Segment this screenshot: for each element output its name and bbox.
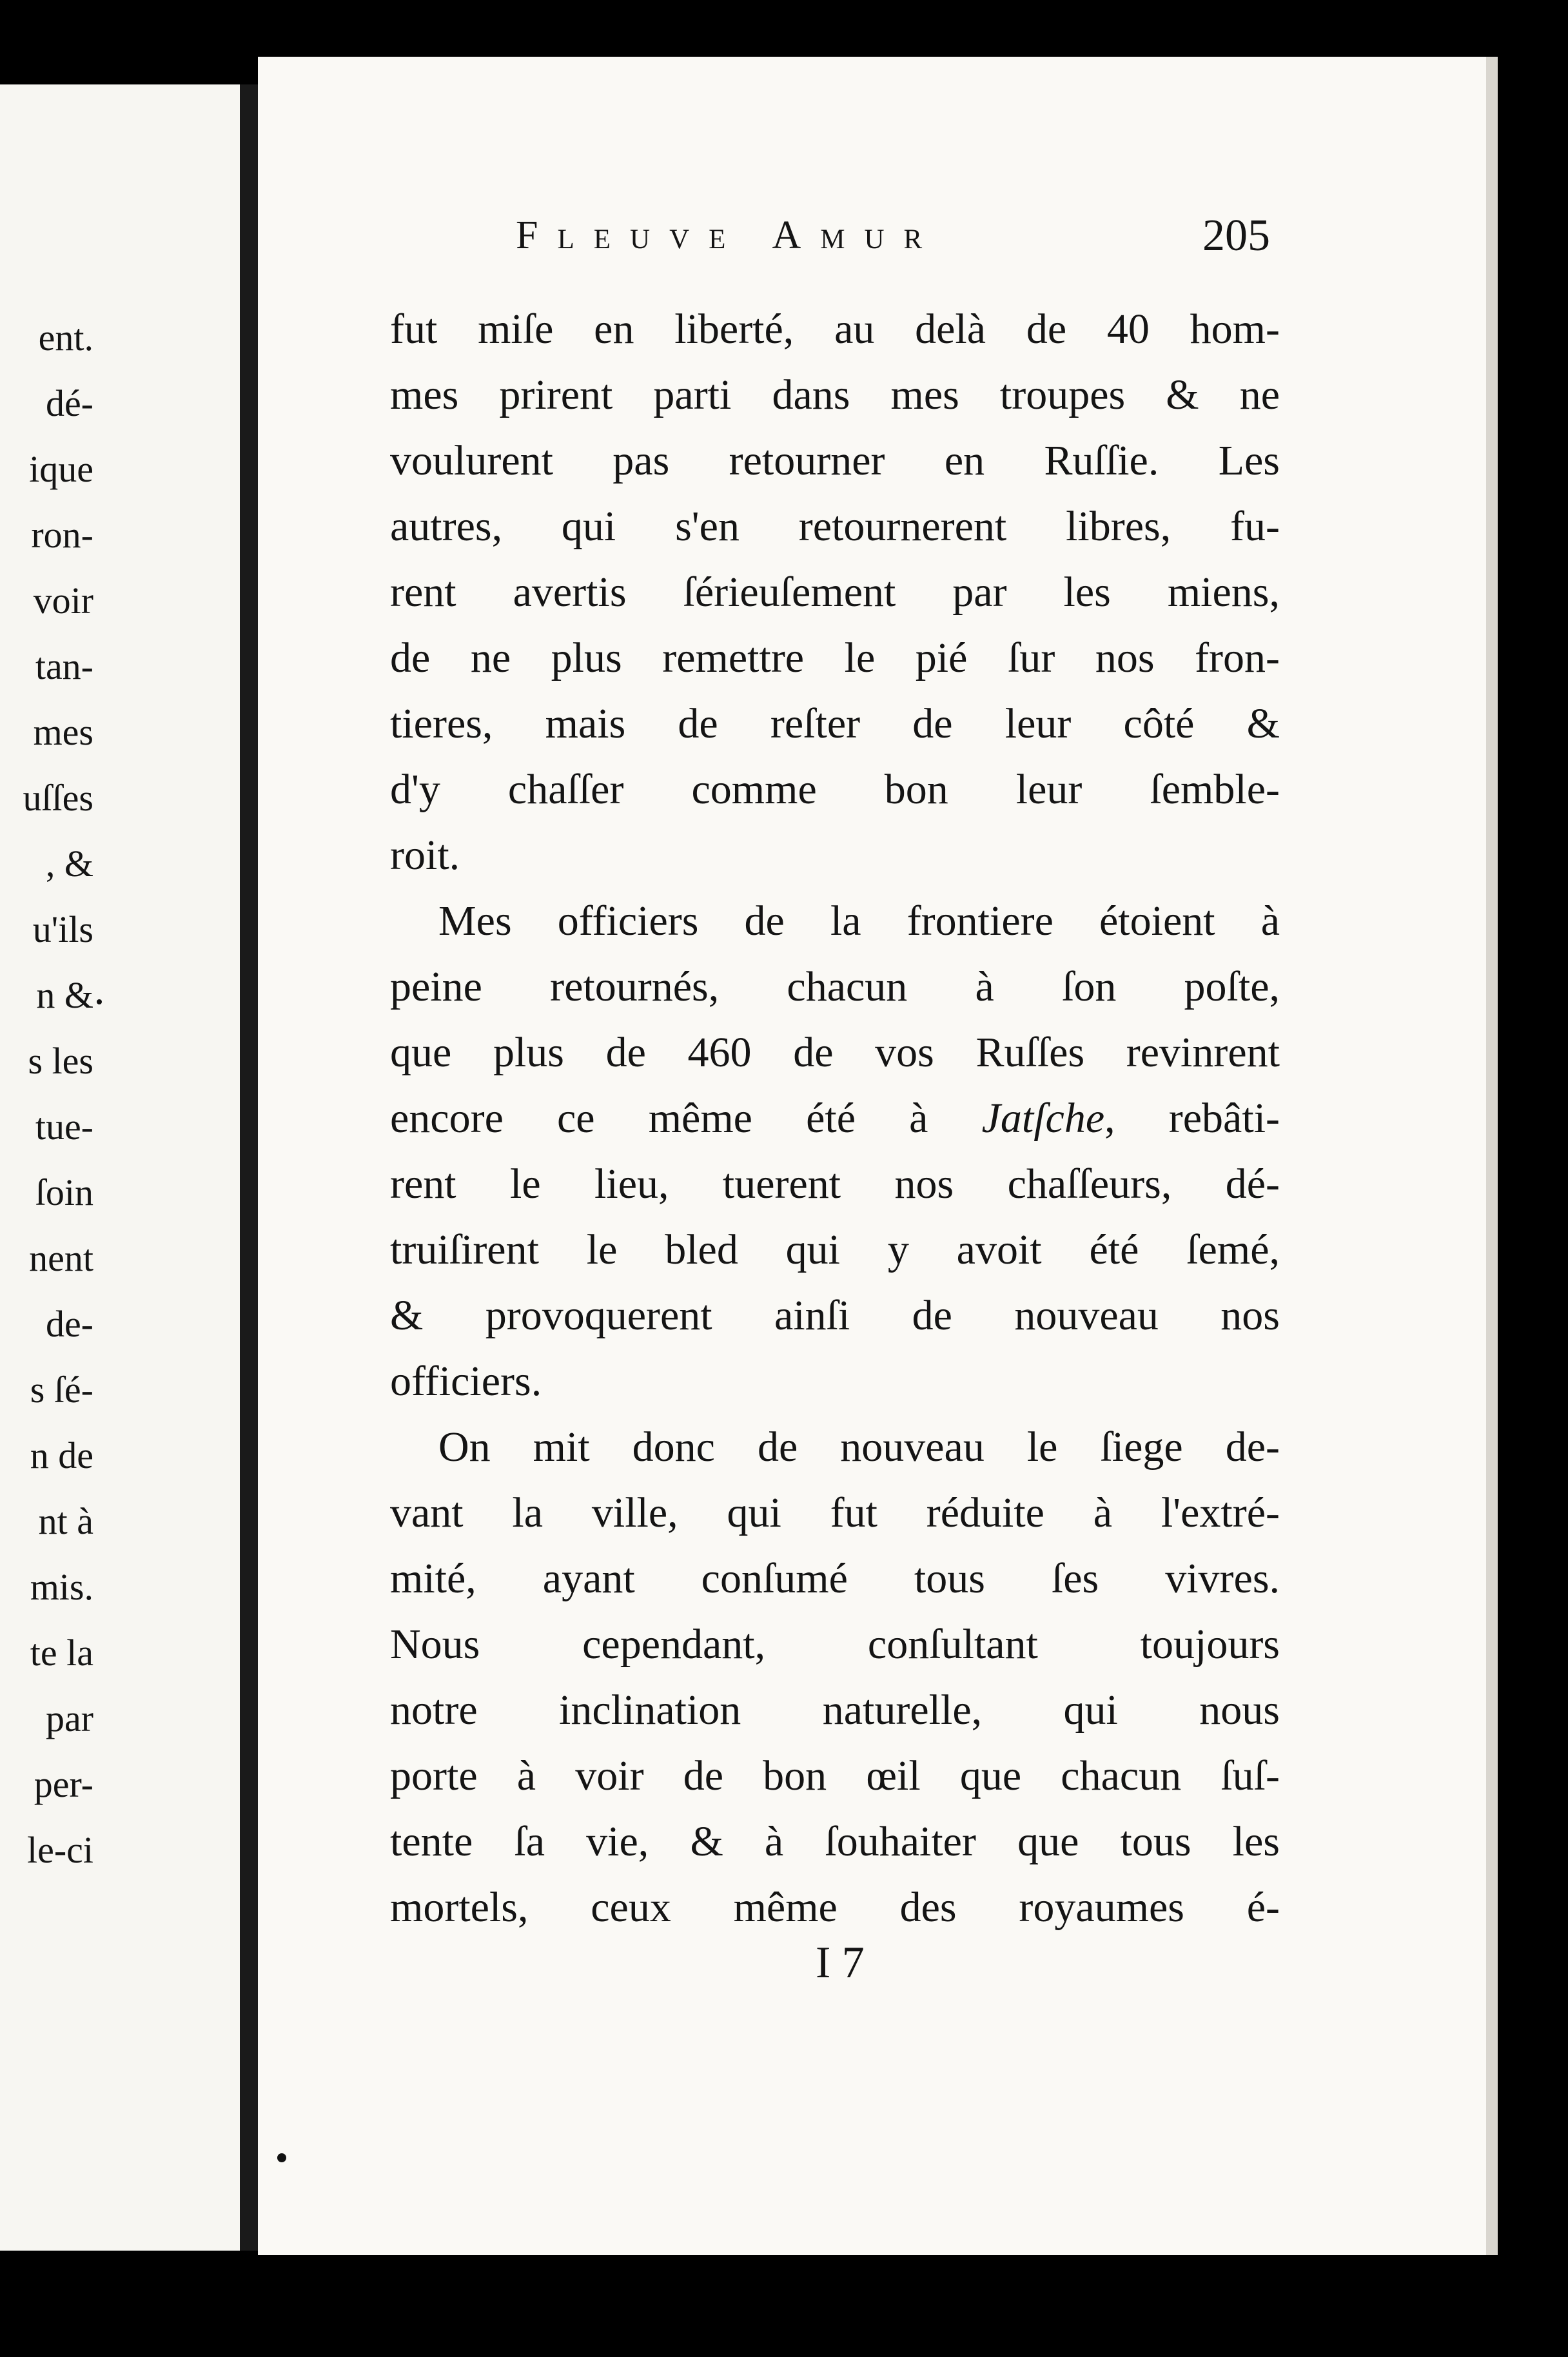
text-line: truiſirent le bled qui y avoit été ſemé, [390, 1226, 1280, 1273]
text-line: d'y chaſſer comme bon leur ſemble- [390, 766, 1280, 813]
ink-speck [97, 999, 102, 1004]
left-page-fragment: u'ils [32, 908, 93, 950]
left-page-fragment: s les [28, 1040, 93, 1082]
text-line: que plus de 460 de vos Ruſſes revinrent [390, 1029, 1280, 1076]
page-gutter [240, 84, 258, 2251]
left-page-fragment: tue- [35, 1106, 93, 1148]
left-page-fragment: ſoin [35, 1171, 93, 1213]
ink-speck [277, 2153, 286, 2162]
page-header [509, 206, 1283, 264]
body-text [390, 297, 1280, 1941]
left-page-fragment: tan- [35, 645, 93, 687]
left-page-fragment: n & [36, 974, 93, 1016]
left-page-fragment: s ſé- [30, 1369, 93, 1411]
left-page-fragment: le-ci [26, 1829, 93, 1871]
left-page-fragment: ron- [31, 514, 93, 556]
text-line: vant la ville, qui fut réduite à l'extré- [390, 1489, 1280, 1536]
left-page-fragment: voir [33, 580, 93, 621]
page-number: 205 [1202, 211, 1270, 260]
left-page-fragment: ique [29, 448, 93, 490]
left-page-fragment: nt à [38, 1500, 93, 1542]
left-page-fragment: mes [33, 711, 93, 753]
left-page-fragment: n de [30, 1434, 93, 1476]
text-line: mité, ayant conſumé tous ſes vivres. [390, 1555, 1280, 1602]
place-name-italic: Jatſche [981, 1095, 1105, 1142]
text-line: tente ſa vie, & à ſouhaiter que tous les [390, 1818, 1280, 1865]
left-page-fragment: de- [45, 1303, 93, 1345]
left-page-fragment: dé- [45, 382, 93, 424]
left-page-fragment: par [45, 1697, 93, 1739]
text-line: de ne plus remettre le pié ſur nos fron- [390, 634, 1280, 681]
left-page-fragment: per- [34, 1763, 93, 1805]
text-line: voulurent pas retourner en Ruſſie. Les [390, 437, 1280, 484]
text-line: Mes officiers de la frontiere étoient à [438, 897, 1280, 944]
text-line: officiers. [390, 1358, 542, 1405]
left-page-fragment: ent. [38, 317, 93, 358]
left-page-fragment: , & [45, 843, 93, 885]
text-line: encore ce même été à Jatſche, rebâti- [390, 1095, 1280, 1142]
text-line: mes prirent parti dans mes troupes & ne [390, 371, 1280, 418]
text-line: roit. [390, 832, 460, 879]
text-line: Nous cependant, conſultant toujours [390, 1621, 1280, 1668]
left-page-fragment: te la [30, 1632, 93, 1674]
text-line: tieres, mais de reſter de leur côté & [390, 700, 1280, 747]
text-line: notre inclination naturelle, qui nous [390, 1687, 1280, 1734]
left-page-fragment: mis. [30, 1566, 93, 1608]
page-edge [1486, 57, 1498, 2255]
text-line: mortels, ceux même des royaumes é- [390, 1884, 1280, 1931]
signature-mark: I 7 [816, 1938, 865, 1988]
left-page-fragment: uſſes [23, 777, 93, 819]
text-line: On mit donc de nouveau le ſiege de- [438, 1423, 1280, 1471]
text-line: autres, qui s'en retournerent libres, fu- [390, 503, 1280, 550]
text-line: peine retournés, chacun à ſon poſte, [390, 963, 1280, 1010]
left-page-text-fragments [0, 319, 93, 2060]
left-page-fragment: nent [29, 1237, 93, 1279]
text-line: porte à voir de bon œil que chacun ſuſ- [390, 1752, 1280, 1799]
running-title: Fleuve Amur [516, 213, 942, 257]
text-line: & provoquerent ainſi de nouveau nos [390, 1292, 1280, 1339]
text-line: rent avertis ſérieuſement par les miens, [390, 569, 1280, 616]
text-line: rent le lieu, tuerent nos chaſſeurs, dé- [390, 1160, 1280, 1208]
text-line: fut miſe en liberté, au delà de 40 hom- [390, 306, 1280, 353]
